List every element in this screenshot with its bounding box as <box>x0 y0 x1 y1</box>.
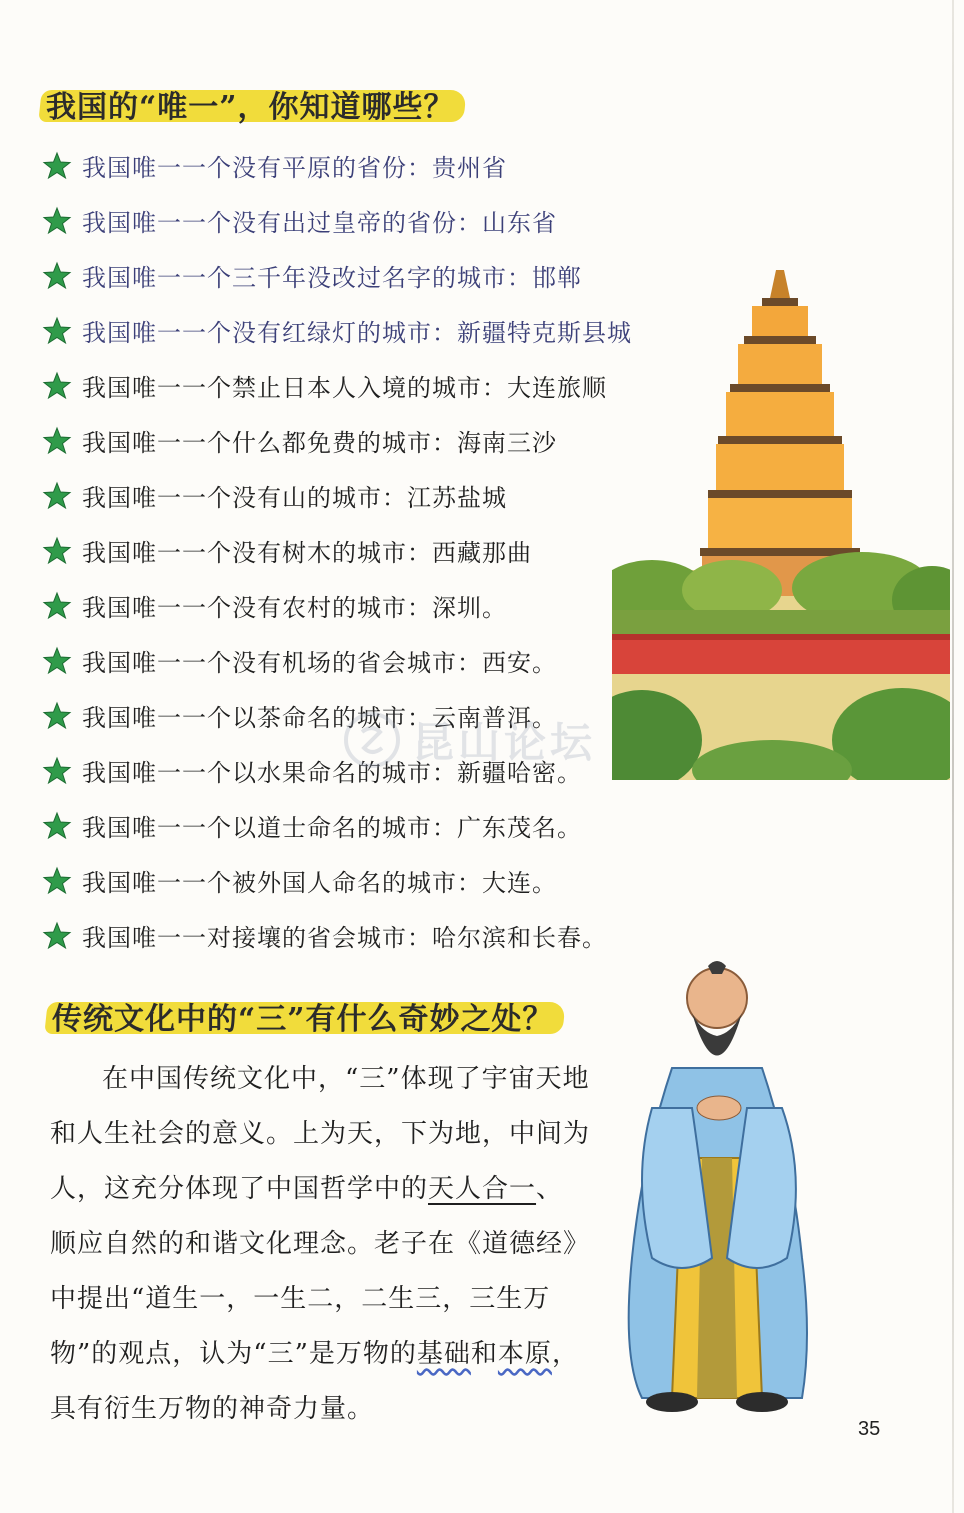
paragraph-part: 、顺应自然的和谐文化理念。老子在《道德经》中提出“道生一，一生二，二生三，三生万物”的观点，认为“三”是万物的 <box>50 1174 591 1369</box>
green-star-icon <box>42 151 72 181</box>
fact-text: 我国唯一一个禁止日本人入境的城市：大连旅顺 <box>82 374 607 402</box>
green-star-icon <box>42 811 72 841</box>
green-star-icon <box>42 921 72 951</box>
green-star-icon <box>42 701 72 731</box>
green-star-icon <box>42 371 72 401</box>
green-star-icon <box>42 591 72 621</box>
green-star-icon <box>42 756 72 786</box>
fact-text: 我国唯一一个没有机场的省会城市：西安。 <box>82 649 557 677</box>
page-number: 35 <box>858 1418 881 1440</box>
list-item <box>42 358 632 413</box>
fact-text: 我国唯一一个以道士命名的城市：广东茂名。 <box>82 814 582 842</box>
list-item <box>42 468 632 523</box>
fact-text: 我国唯一一个没有出过皇帝的省份：山东省 <box>82 209 557 237</box>
fact-text: 我国唯一一个被外国人命名的城市：大连。 <box>82 869 557 897</box>
fact-text: 我国唯一一个三千年没改过名字的城市：邯郸 <box>82 264 582 292</box>
green-star-icon <box>42 481 72 511</box>
fact-text: 我国唯一一个以水果命名的城市：新疆哈密。 <box>82 759 582 787</box>
fact-text: 我国唯一一对接壤的省会城市：哈尔滨和长春。 <box>82 924 607 952</box>
section-title-text: 我国的“唯一”，你知道哪些？ <box>46 90 455 125</box>
pagoda-illustration <box>612 270 950 780</box>
facts-list <box>42 138 632 963</box>
fact-text: 我国唯一一个以茶命名的城市：云南普洱。 <box>82 704 557 732</box>
section-title-unique <box>46 82 455 126</box>
fact-text: 我国唯一一个什么都免费的城市：海南三沙 <box>82 429 557 457</box>
list-item <box>42 303 632 358</box>
green-star-icon <box>42 316 72 346</box>
green-star-icon <box>42 536 72 566</box>
paragraph-part: 在中国传统文化中，“三”体现了宇宙天地和人生社会的意义。上为天，下为地，中间为人，这充分体现了中国哲学中的 <box>50 1064 591 1204</box>
green-star-icon <box>42 261 72 291</box>
green-star-icon <box>42 866 72 896</box>
list-item <box>42 248 632 303</box>
list-item <box>42 193 632 248</box>
page-edge <box>952 0 954 1513</box>
fact-text: 我国唯一一个没有农村的城市：深圳。 <box>82 594 507 622</box>
green-star-icon <box>42 426 72 456</box>
green-star-icon <box>42 646 72 676</box>
list-item <box>42 578 632 633</box>
paragraph-part: ，具有衍生万物的神奇力量。 <box>50 1339 579 1424</box>
underlined-term: 基础 <box>416 1339 471 1369</box>
list-item <box>42 413 632 468</box>
list-item <box>42 633 632 688</box>
underlined-term: 本原 <box>497 1339 552 1369</box>
sage-illustration <box>612 958 826 1420</box>
section-title-text: 传统文化中的“三”有什么奇妙之处？ <box>52 1002 554 1037</box>
list-item <box>42 908 632 963</box>
section-title-three <box>52 994 554 1038</box>
green-star-icon <box>42 206 72 236</box>
list-item <box>42 523 632 578</box>
list-item <box>42 798 632 853</box>
watermark-text: 昆山论坛 <box>412 718 597 767</box>
watermark <box>342 710 596 770</box>
paragraph-part: 和 <box>470 1339 498 1369</box>
fact-text: 我国唯一一个没有平原的省份：贵州省 <box>82 154 507 182</box>
body-paragraph <box>50 1052 590 1437</box>
list-item <box>42 138 632 193</box>
fact-text: 我国唯一一个没有红绿灯的城市：新疆特克斯县城 <box>82 319 632 347</box>
underlined-term: 天人合一 <box>428 1174 537 1204</box>
list-item <box>42 853 632 908</box>
paragraph-text <box>50 1052 590 1437</box>
watermark-logo-icon <box>342 710 402 770</box>
fact-text: 我国唯一一个没有树木的城市：西藏那曲 <box>82 539 532 567</box>
fact-text: 我国唯一一个没有山的城市：江苏盐城 <box>82 484 507 512</box>
